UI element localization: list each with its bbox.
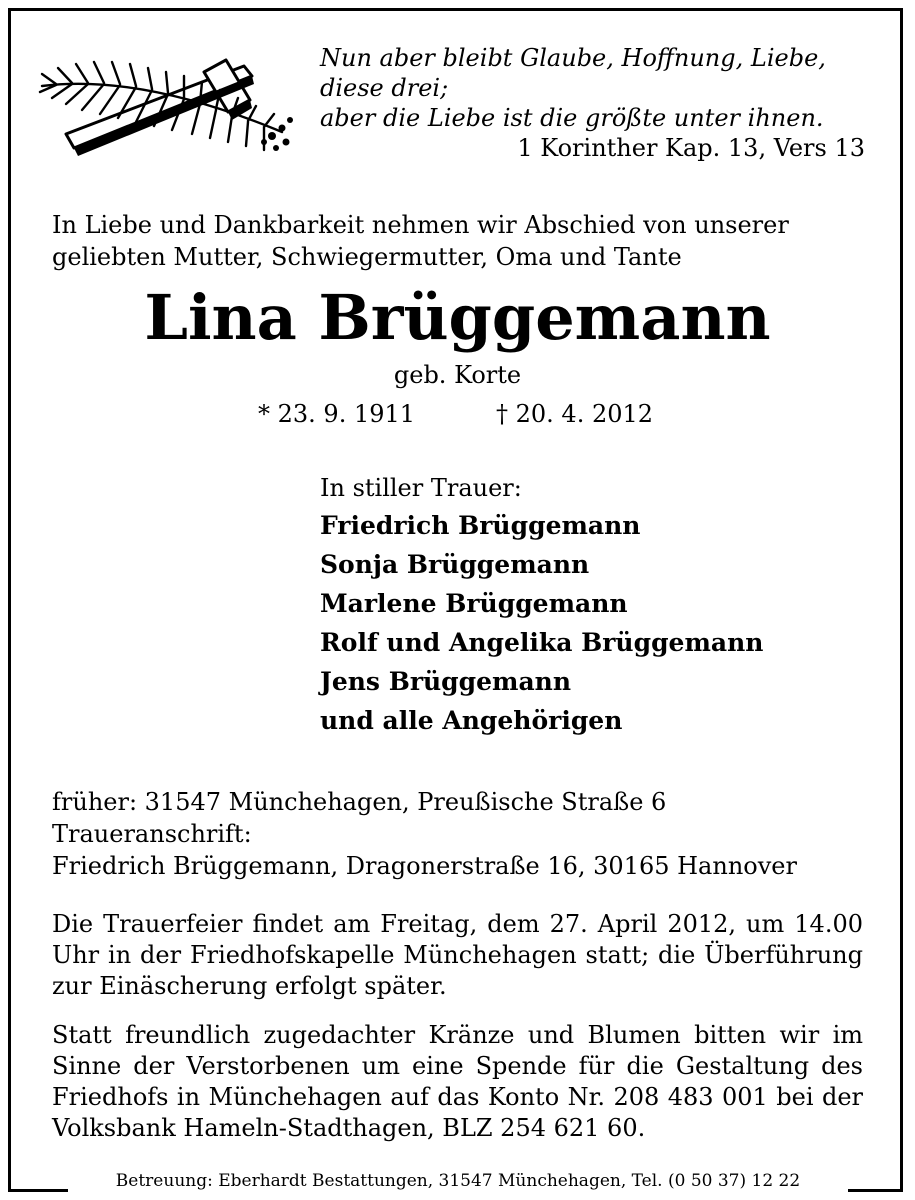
mourner-name: und alle Angehörigen [320,706,623,735]
mourner-name: Sonja Brüggemann [320,550,590,579]
former-address: früher: 31547 Münchehagen, Preußische Straße 6 [52,788,667,816]
intro-line-2: geliebten Mutter, Schwiegermutter, Oma und Tante [52,243,682,271]
mourner-name: Friedrich Brüggemann [320,511,641,540]
death-date: † 20. 4. 2012 [496,400,654,428]
mourning-address-label: Traueranschrift: [52,820,252,848]
mourner-name: Rolf und Angelika Brüggemann [320,628,764,657]
maiden-name: geb. Korte [393,361,522,389]
intro-text [52,209,872,273]
quote-reference: 1 Korinther Kap. 13, Vers 13 [517,134,865,162]
mourner-name: Jens Brüggemann [320,667,572,696]
donation-info: Statt freundlich zugedachter Kränze und Blumen bitten wir im Sinne der Verstorbenen um eine Spende für die Gestaltung des Friedhofs in Münchehagen auf das Konto Nr. 208 483 001 bei der Volksbank Hameln-Stadthagen, BLZ 254 621 60. [52,1021,863,1142]
mourners-list [320,470,763,740]
address-block [52,786,797,882]
cross-with-palm-icon [36,52,294,160]
service-info: Die Trauerfeier findet am Freitag, dem 27. April 2012, um 14.00 Uhr in der Friedhofskapelle Münchehagen statt; die Überführung zur Einäscherung erfolgt später. [52,910,863,1000]
bible-quote [320,43,865,163]
mourning-address: Friedrich Brüggemann, Dragonerstraße 16, 30165 Hannover [52,852,797,880]
quote-line-1: Nun aber bleibt Glaube, Hoffnung, Liebe, [320,44,826,72]
mourner-name: Marlene Brüggemann [320,589,628,618]
funeral-home-footer: Betreuung: Eberhardt Bestattungen, 31547 Münchehagen, Tel. (0 50 37) 12 22 [68,1170,848,1192]
birth-date: * 23. 9. 1911 [258,400,416,428]
quote-line-2: diese drei; [320,74,449,102]
intro-line-1: In Liebe und Dankbarkeit nehmen wir Abschied von unserer [52,211,789,239]
quote-line-3: aber die Liebe ist die größte unter ihnen. [320,104,824,132]
deceased-name: Lina Brüggemann [144,281,771,354]
mourners-heading: In stiller Trauer: [320,474,522,502]
